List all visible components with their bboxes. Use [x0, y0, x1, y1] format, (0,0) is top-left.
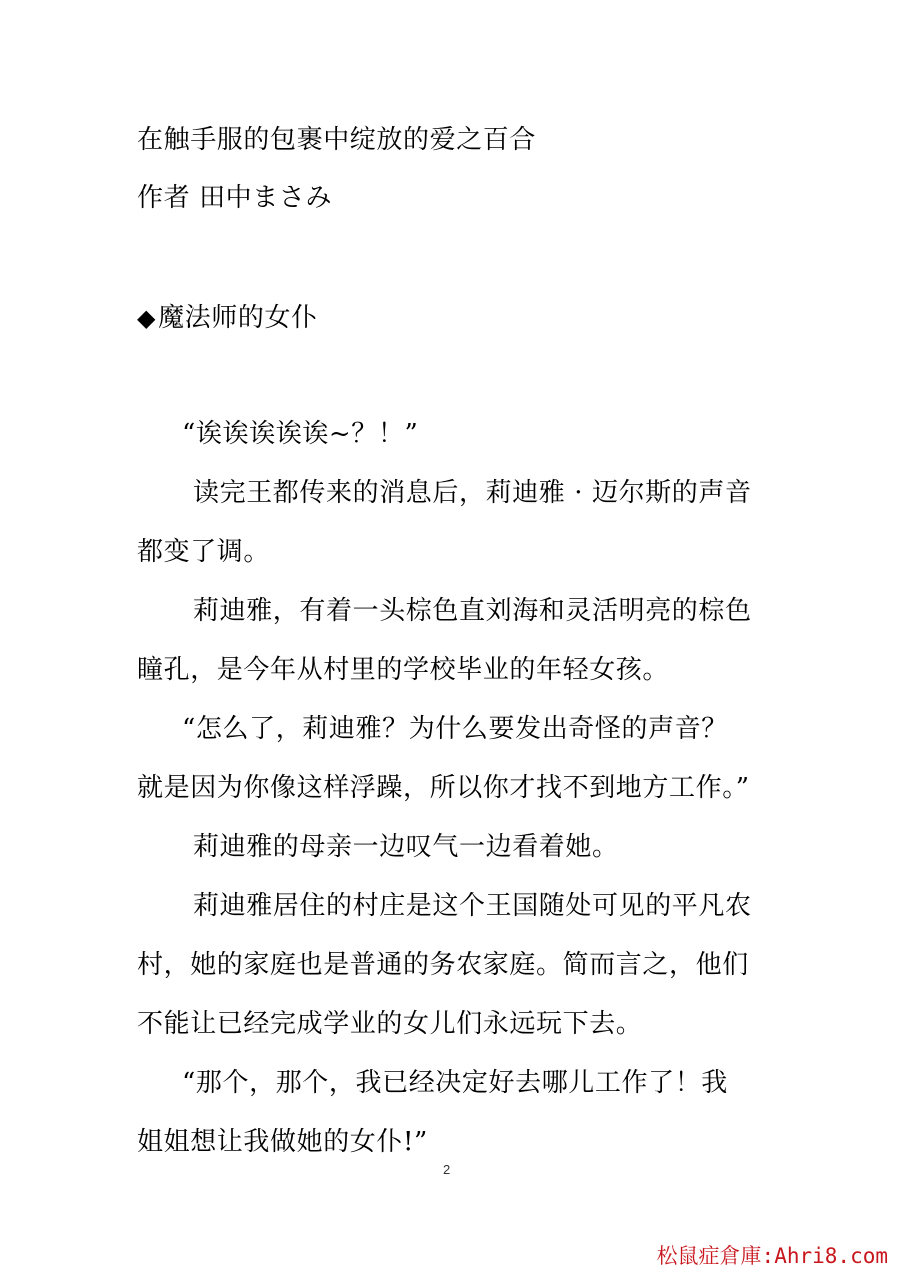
paragraph-line: 村，她的家庭也是普通的务农家庭。简而言之，他们 — [137, 950, 749, 980]
chapter-heading — [137, 302, 318, 334]
paragraph-line: 莉迪雅居住的村庄是这个王国随处可见的平凡农 — [193, 891, 752, 921]
paragraph-line: “诶诶诶诶诶~？！” — [182, 419, 419, 449]
paragraph-line: 都变了调。 — [137, 537, 271, 567]
paragraph-line: 就是因为你像这样浮躁，所以你才找不到地方工作。” — [137, 773, 750, 803]
paragraph-line: 莉迪雅，有着一头棕色直刘海和灵活明亮的棕色 — [193, 596, 752, 626]
paragraph-line: 姐姐想让我做她的女仆!” — [137, 1127, 428, 1157]
paragraph-line: “那个，那个，我已经决定好去哪儿工作了！我 — [182, 1068, 728, 1098]
document-title: 在触手服的包裹中绽放的爱之百合 — [137, 125, 537, 155]
page-number: 2 — [443, 1162, 451, 1177]
paragraph-line: 读完王都传来的消息后，莉迪雅 · 迈尔斯的声音 — [193, 478, 752, 508]
diamond-bullet-icon: ◆ — [137, 304, 157, 332]
chapter-title: 魔法师的女仆 — [158, 303, 318, 333]
paragraph-line: 瞳孔，是今年从村里的学校毕业的年轻女孩。 — [137, 655, 670, 685]
paragraph-line: “怎么了，莉迪雅？为什么要发出奇怪的声音？ — [182, 714, 728, 744]
document-author: 作者 田中まさみ — [137, 183, 333, 213]
watermark-text: 松鼠症倉庫:Ahri8.com — [656, 1244, 888, 1268]
paragraph-line: 不能让已经完成学业的女儿们永远玩下去。 — [137, 1009, 643, 1039]
paragraph-line: 莉迪雅的母亲一边叹气一边看着她。 — [193, 832, 619, 862]
